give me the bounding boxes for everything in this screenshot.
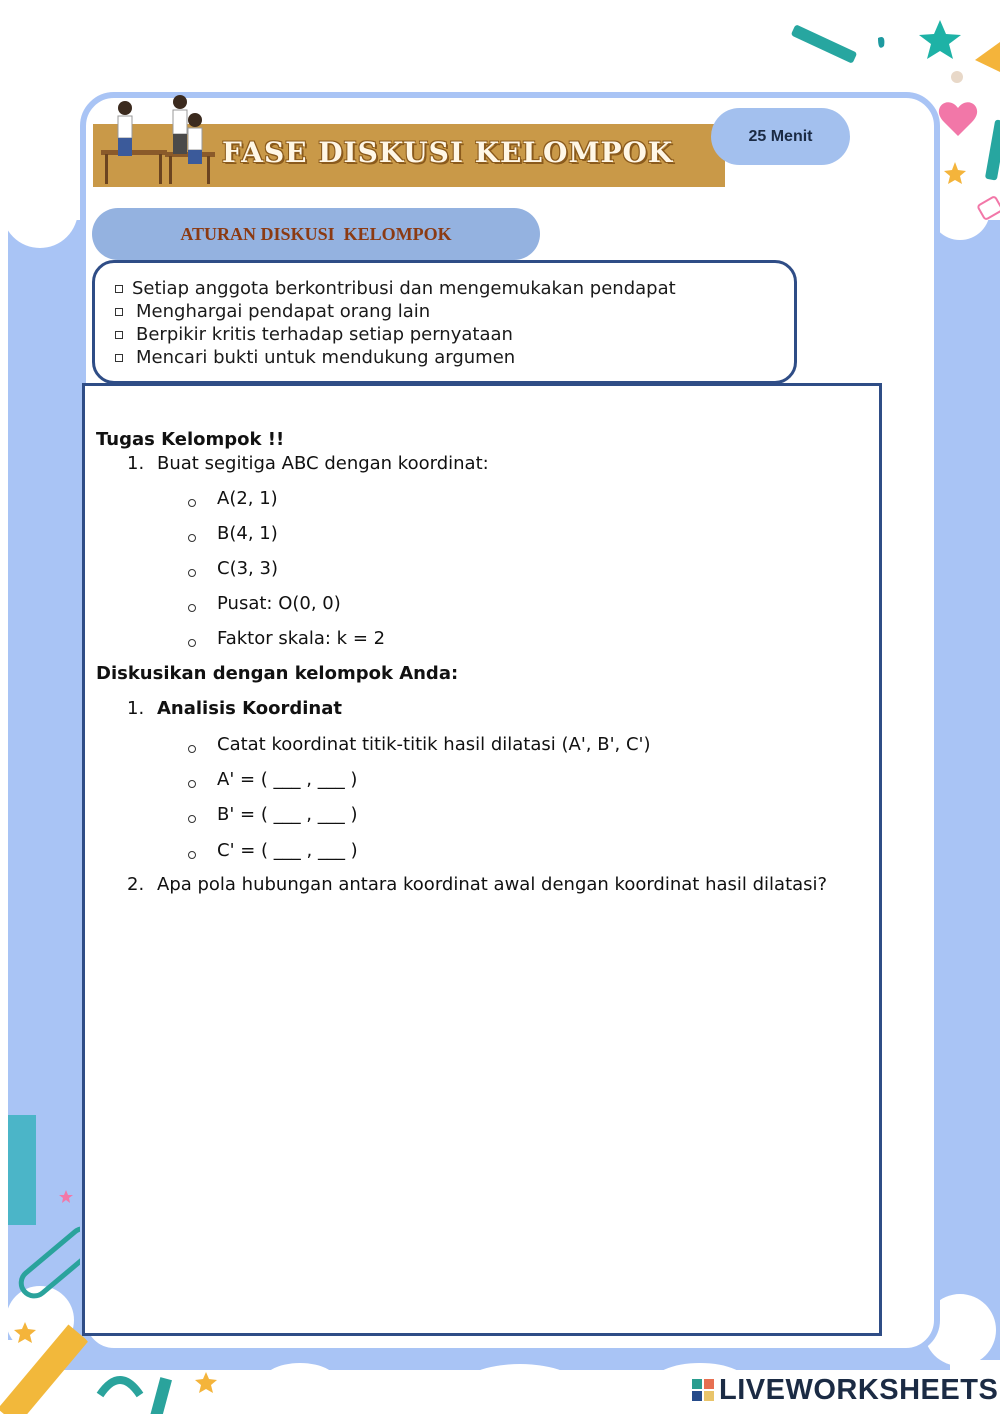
logo-grid-icon <box>692 1379 714 1401</box>
center-point: Pusat: O(0, 0) <box>217 593 341 614</box>
scale-factor: Faktor skala: k = 2 <box>217 628 386 649</box>
discuss-instruction: Catat koordinat titik-titik hasil dilatasi (A', B', C') <box>217 734 651 755</box>
students-illustration <box>95 94 217 190</box>
circle-bullet-icon <box>188 499 196 507</box>
rule-item: Setiap anggota berkontribusi dan mengemukakan pendapat <box>115 277 774 300</box>
square-bullet-icon <box>115 308 123 316</box>
rules-title: ATURAN DISKUSI KELOMPOK <box>92 208 540 260</box>
circle-bullet-icon <box>188 745 196 753</box>
circle-bullet-icon <box>188 780 196 788</box>
circle-bullet-icon <box>188 604 196 612</box>
square-bullet-icon <box>115 331 123 339</box>
circle-bullet-icon <box>188 569 196 577</box>
logo-text: LIVEWORKSHEETS <box>719 1373 999 1406</box>
square-bullet-icon <box>115 285 123 293</box>
task-title: Tugas Kelompok !! <box>96 429 285 450</box>
ruler-icon <box>8 1115 36 1225</box>
task-item-number: 1. <box>127 453 145 474</box>
point-a: A(2, 1) <box>217 488 278 509</box>
rule-item: Mencari bukti untuk mendukung argumen <box>115 346 774 369</box>
liveworksheets-logo <box>692 1370 998 1410</box>
rule-item: Menghargai pendapat orang lain <box>115 300 774 323</box>
discuss-item-number: 2. <box>127 874 145 895</box>
task-box <box>82 383 882 1336</box>
square-bullet-icon <box>115 354 123 362</box>
page-title: FASE DISKUSI KELOMPOK <box>222 136 674 169</box>
circle-bullet-icon <box>188 851 196 859</box>
discuss-title: Diskusikan dengan kelompok Anda: <box>96 663 459 684</box>
circle-bullet-icon <box>188 815 196 823</box>
rules-box <box>92 260 797 384</box>
point-b: B(4, 1) <box>217 523 278 544</box>
answer-c-prime[interactable]: C' = ( ___ , ___ ) <box>217 840 358 861</box>
answer-a-prime[interactable]: A' = ( ___ , ___ ) <box>217 769 358 790</box>
point-c: C(3, 3) <box>217 558 278 579</box>
answer-b-prime[interactable]: B' = ( ___ , ___ ) <box>217 804 358 825</box>
rule-item: Berpikir kritis terhadap setiap pernyataan <box>115 323 774 346</box>
time-badge: 25 Menit <box>711 108 850 165</box>
circle-bullet-icon <box>188 534 196 542</box>
task-item-text: Buat segitiga ABC dengan koordinat: <box>157 453 489 474</box>
discuss-question: Apa pola hubungan antara koordinat awal dengan koordinat hasil dilatasi? <box>157 874 828 895</box>
circle-bullet-icon <box>188 639 196 647</box>
discuss-item-number: 1. <box>127 698 145 719</box>
discuss-item-heading: Analisis Koordinat <box>157 698 342 719</box>
